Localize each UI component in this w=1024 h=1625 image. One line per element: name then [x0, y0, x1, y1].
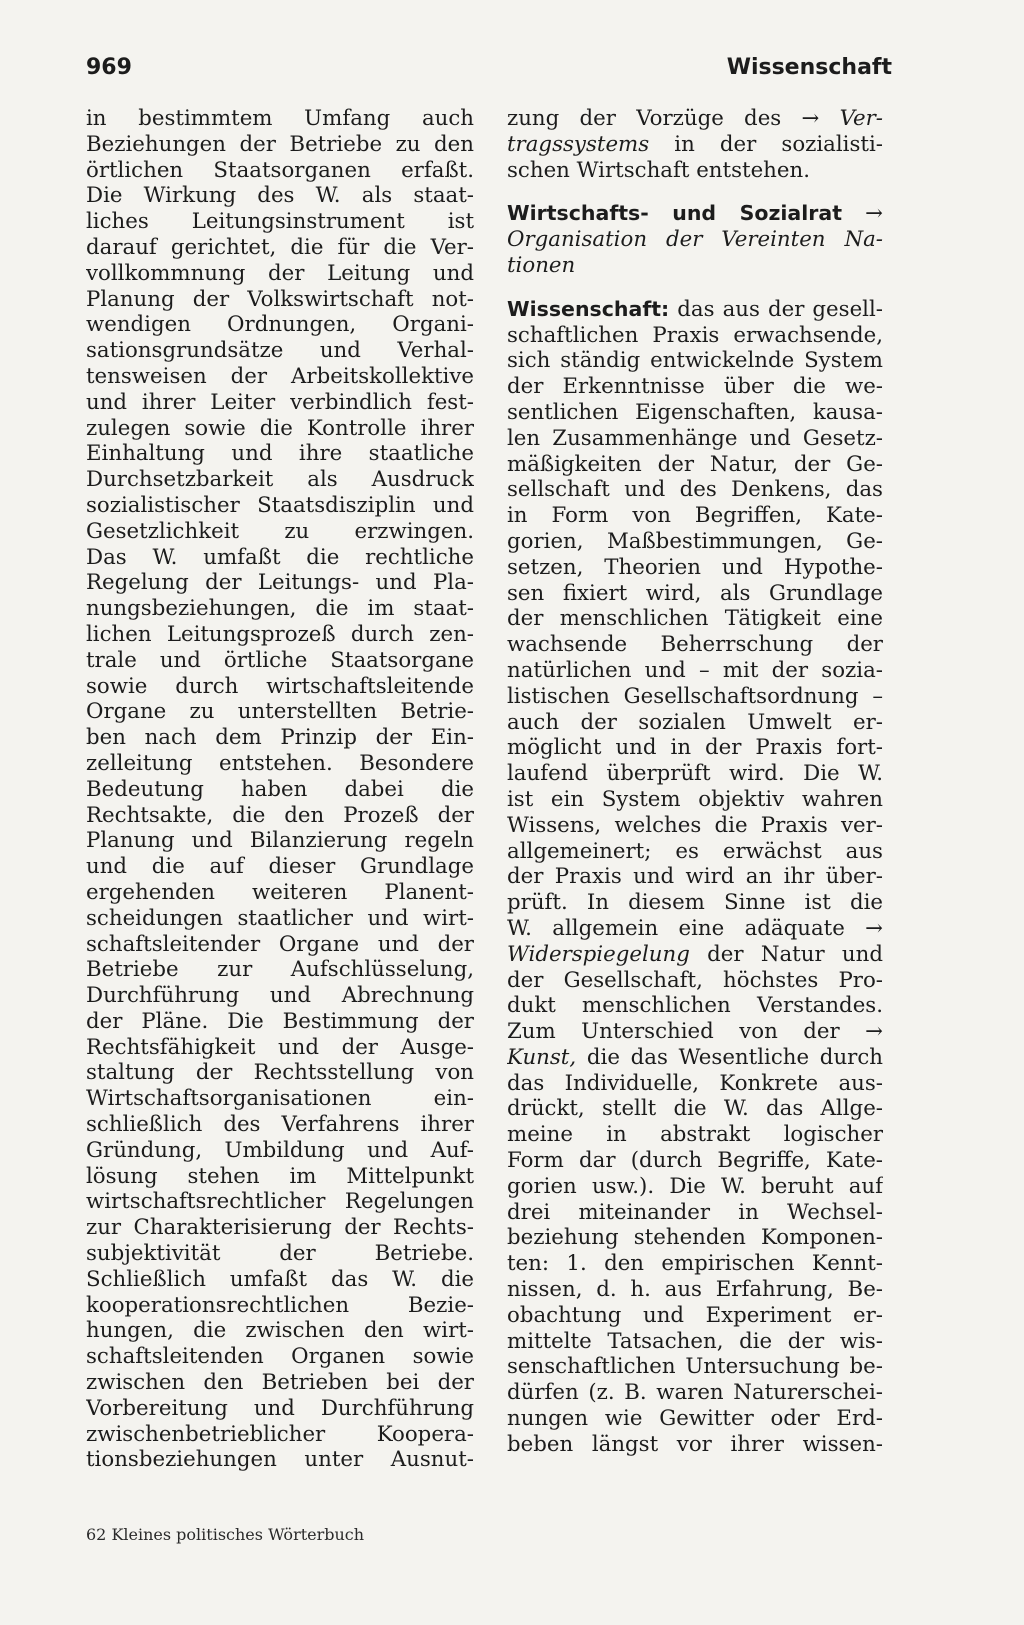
text-line: setzen, Theorien und Hypothe-: [507, 554, 883, 580]
text-line: subjektivität der Betriebe.: [86, 1241, 474, 1267]
text-line: auch der sozialen Umwelt er-: [507, 709, 883, 735]
text-line: senschaftlichen Untersuchung be-: [507, 1354, 883, 1380]
text-line: Planung der Volkswirtschaft not-: [86, 286, 474, 312]
text-line: Bedeutung haben dabei die: [86, 776, 474, 802]
text-line: der menschlichen Tätigkeit eine: [507, 606, 883, 632]
text-line: beben längst vor ihrer wissen-: [507, 1431, 883, 1457]
text-line: Durchsetzbarkeit als Ausdruck: [86, 467, 474, 493]
text-line: Zum Unterschied von der →: [507, 1019, 883, 1045]
text-line: dürfen (z. B. waren Naturerschei-: [507, 1380, 883, 1406]
text-line: Form dar (durch Begriffe, Kate-: [507, 1148, 883, 1174]
text-line: [507, 227, 883, 253]
text-line: [507, 253, 883, 279]
text-line: scheidungen staatlicher und wirt-: [86, 905, 474, 931]
text-line: Die Wirkung des W. als staat-: [86, 183, 474, 209]
text-line: Widerspiegelung der Natur und: [507, 941, 883, 967]
text-line: und ihrer Leiter verbindlich fest-: [86, 389, 474, 415]
text-line: drei miteinander in Wechsel-: [507, 1199, 883, 1225]
text-line: lichen Leitungsprozeß durch zen-: [86, 621, 474, 647]
text-line: tensweisen der Arbeitskollektive: [86, 363, 474, 389]
text-line: gorien, Maßbestimmungen, Ge-: [507, 528, 883, 554]
text-line: hungen, die zwischen den wirt-: [86, 1318, 474, 1344]
text-line: darauf gerichtet, die für die Ver-: [86, 234, 474, 260]
text-line: liches Leitungsinstrument ist: [86, 209, 474, 235]
text-line: trale und örtliche Staatsorgane: [86, 647, 474, 673]
text-line: sellschaft und des Denkens, das: [507, 477, 883, 503]
text-line: allgemeinert; es erwächst aus: [507, 838, 883, 864]
text-line: der Erkenntnisse über die we-: [507, 374, 883, 400]
text-line: nissen, d. h. aus Erfahrung, Be-: [507, 1277, 883, 1303]
right-column: [507, 106, 883, 1458]
text-line: nungen wie Gewitter oder Erd-: [507, 1406, 883, 1432]
cross-reference: Kunst,: [507, 1044, 577, 1070]
text-line: Rechtsakte, die den Prozeß der: [86, 802, 474, 828]
text-line: Schließlich umfaßt das W. die: [86, 1266, 474, 1292]
text-line: zwischenbetrieblicher Koopera-: [86, 1421, 474, 1447]
text-line: wirtschaftsrechtlicher Regelungen: [86, 1189, 474, 1215]
page-number: 969: [86, 55, 132, 80]
text-line: der Pläne. Die Bestimmung der: [86, 1008, 474, 1034]
text-line: ten: 1. den empirischen Kennt-: [507, 1251, 883, 1277]
text-line: wachsende Beherrschung der: [507, 632, 883, 658]
text-line: Das W. umfaßt die rechtliche: [86, 544, 474, 570]
text-line: sationsgrundsätze und Verhal-: [86, 338, 474, 364]
text-line: staltung der Rechtsstellung von: [86, 1060, 474, 1086]
text-line: tionsbeziehungen unter Ausnut-: [86, 1447, 474, 1473]
page-footer: 62 Kleines politisches Wörterbuch: [86, 1525, 365, 1544]
text-line: schaftsleitender Organe und der: [86, 931, 474, 957]
text-line: laufend überprüft wird. Die W.: [507, 761, 883, 787]
text-line: Gesetzlichkeit zu erzwingen.: [86, 518, 474, 544]
text-line: zulegen sowie die Kontrolle ihrer: [86, 415, 474, 441]
text-line: der Gesellschaft, höchstes Pro-: [507, 967, 883, 993]
text-line: Planung und Bilanzierung regeln: [86, 828, 474, 854]
text-line: sozialistischer Staatsdisziplin und: [86, 492, 474, 518]
text-line: Gründung, Umbildung und Auf-: [86, 1137, 474, 1163]
text-line: lösung stehen im Mittelpunkt: [86, 1163, 474, 1189]
entry-text-a: [507, 323, 883, 942]
text-line: Regelung der Leitungs- und Pla-: [86, 570, 474, 596]
text-line: Rechtsfähigkeit und der Ausge-: [86, 1034, 474, 1060]
text-line: Organe zu unterstellten Betrie-: [86, 699, 474, 725]
text-line: dukt menschlichen Verstandes.: [507, 993, 883, 1019]
text-line: zwischen den Betrieben bei der: [86, 1370, 474, 1396]
text-line: in bestimmtem Umfang auch: [86, 106, 474, 131]
text-line: natürlichen und – mit der sozia-: [507, 657, 883, 683]
text-line: Kunst, die das Wesentliche durch: [507, 1044, 883, 1070]
text-line: Durchführung und Abrechnung: [86, 983, 474, 1009]
entry-headline: Wissenschaft: das aus der gesell-: [507, 296, 883, 322]
text-line: Wissens, welches die Praxis ver-: [507, 812, 883, 838]
text-line: sich ständig entwickelnde System: [507, 348, 883, 374]
text-line: W. allgemein eine adäquate →: [507, 915, 883, 941]
left-column: [86, 106, 474, 1473]
text-line: der Praxis und wird an ihr über-: [507, 864, 883, 890]
text-line: örtlichen Staatsorganen erfaßt.: [86, 157, 474, 183]
text-line: schen Wirtschaft entstehen.: [507, 157, 810, 183]
cross-reference: Organisation der Vereinten Na-: [507, 227, 883, 253]
text-line: das Individuelle, Konkrete aus-: [507, 1070, 883, 1096]
text-line: wendigen Ordnungen, Organi-: [86, 312, 474, 338]
text-line: meine in abstrakt logischer: [507, 1122, 883, 1148]
text-line: schaftlichen Praxis erwachsende,: [507, 322, 883, 348]
text-line: ist ein System objektiv wahren: [507, 786, 883, 812]
text-line: schließlich des Verfahrens ihrer: [86, 1112, 474, 1138]
entry-headline: Wirtschafts- und Sozialrat →: [507, 201, 883, 227]
text-line: tragssystems in der sozialisti-: [507, 131, 883, 157]
text-line: sentlichen Eigenschaften, kausa-: [507, 399, 883, 425]
text-line: Einhaltung und ihre staatliche: [86, 441, 474, 467]
cross-reference: Ver-: [839, 106, 883, 131]
text-line: Beziehungen der Betriebe zu den: [86, 131, 474, 157]
text-line: in Form von Begriffen, Kate-: [507, 503, 883, 529]
text-line: ergehenden weiteren Planent-: [86, 879, 474, 905]
entry-headword: Wirtschafts- und Sozialrat: [507, 201, 843, 226]
text-line: schaftsleitenden Organen sowie: [86, 1344, 474, 1370]
text-line: vollkommnung der Leitung und: [86, 260, 474, 286]
text-line: nungsbeziehungen, die im staat-: [86, 596, 474, 622]
entry-text-c: [507, 1071, 883, 1458]
text-line: zung der Vorzüge des → Ver-: [507, 106, 883, 131]
text-line: mittelte Tatsachen, die der wis-: [507, 1328, 883, 1354]
cross-reference: tragssystems: [507, 131, 650, 157]
text-line: drückt, stellt die W. das Allge-: [507, 1096, 883, 1122]
text-line: beziehung stehenden Komponen-: [507, 1225, 883, 1251]
text-line: zur Charakterisierung der Rechts-: [86, 1215, 474, 1241]
text-line: obachtung und Experiment er-: [507, 1302, 883, 1328]
text-line: Vorbereitung und Durchführung: [86, 1395, 474, 1421]
text-line: gorien usw.). Die W. beruht auf: [507, 1173, 883, 1199]
entry-text-b: [507, 968, 883, 1045]
text-line: möglicht und in der Praxis fort-: [507, 735, 883, 761]
cross-reference: Widerspiegelung: [507, 941, 690, 967]
running-headword: Wissenschaft: [726, 55, 892, 80]
text-line: mäßigkeiten der Natur, der Ge-: [507, 451, 883, 477]
text-line: sowie durch wirtschaftsleitende: [86, 673, 474, 699]
text-line: sen fixiert wird, als Grundlage: [507, 580, 883, 606]
text-line: Betriebe zur Aufschlüsselung,: [86, 957, 474, 983]
text-line: zelleitung entstehen. Besondere: [86, 750, 474, 776]
text-line: kooperationsrechtlichen Bezie-: [86, 1292, 474, 1318]
text-line: listischen Gesellschaftsordnung –: [507, 683, 883, 709]
text-line: ben nach dem Prinzip der Ein-: [86, 725, 474, 751]
text-line: und die auf dieser Grundlage: [86, 854, 474, 880]
text-line: Wirtschaftsorganisationen ein-: [86, 1086, 474, 1112]
entry-headword: Wissenschaft:: [507, 296, 670, 321]
text-line: len Zusammenhänge und Gesetz-: [507, 425, 883, 451]
cross-reference: tionen: [507, 252, 576, 278]
text-line: prüft. In diesem Sinne ist die: [507, 890, 883, 916]
